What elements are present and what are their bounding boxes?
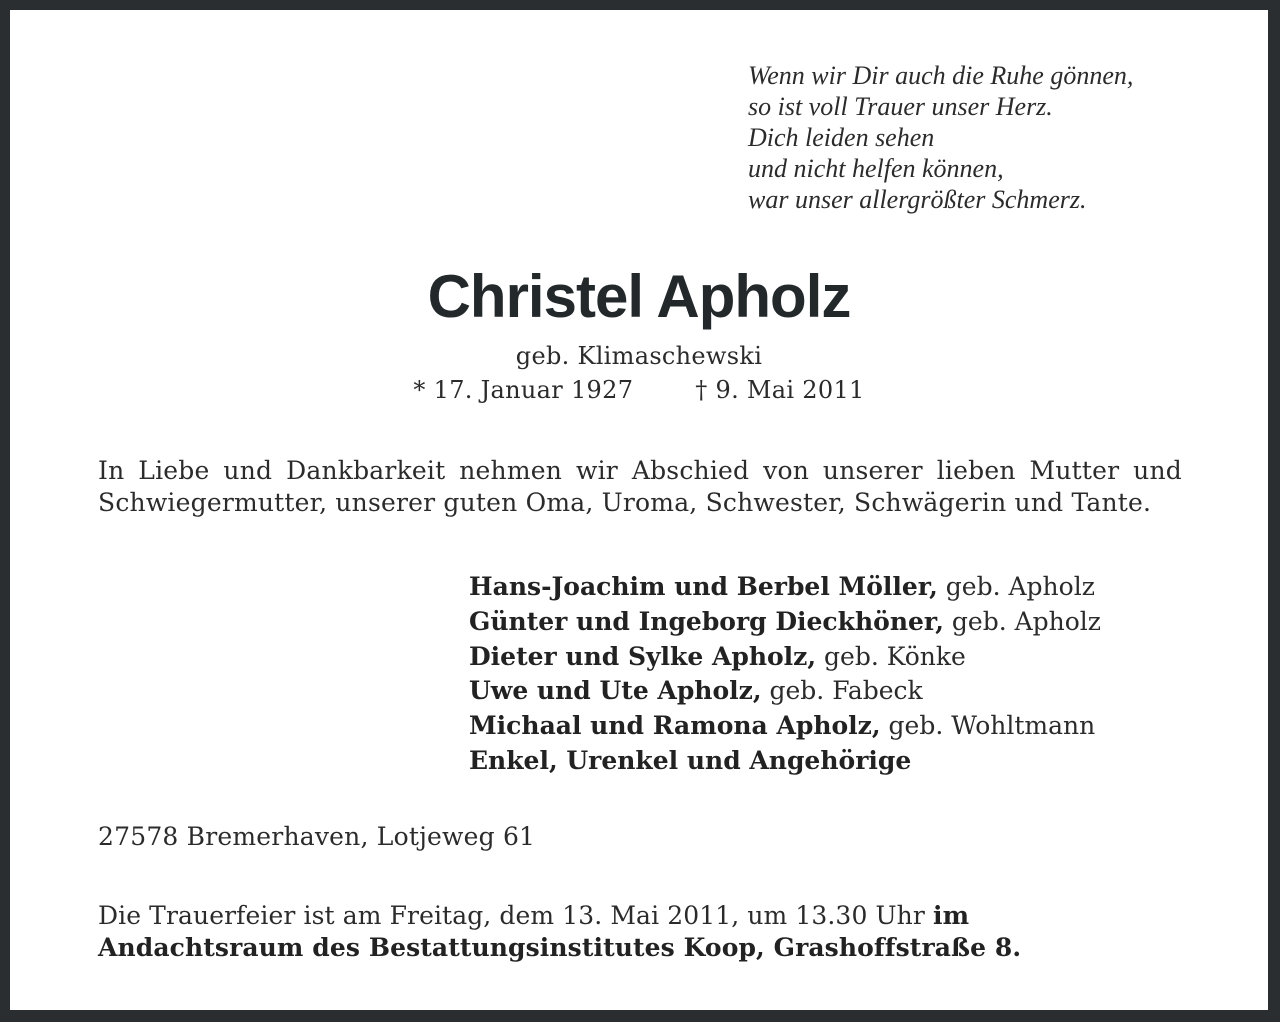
farewell-text: In Liebe und Dankbarkeit nehmen wir Abschied von unserer lieben Mutter und Schwiegermutter, unserer guten Oma, Uroma, Schwester, Schwägerin und Tante. [98, 456, 1182, 517]
mourner-names: Michaal und Ramona Apholz, [469, 711, 881, 741]
mourner-nee: geb. Apholz [937, 572, 1095, 601]
service-time: Die Trauerfeier ist am Freitag, dem 13. Mai 2011, um 13.30 Uhr [98, 901, 933, 930]
birth-date: * 17. Januar 1927 [413, 376, 634, 404]
poem-line: war unser allergrößter Schmerz. [748, 185, 1087, 214]
service-location: im Andachtsraum des Bestattungsinstitutes Koop, Grashoffstraße 8. [98, 901, 1022, 962]
mourner-row [469, 744, 1101, 779]
mourner-names: Uwe und Ute Apholz, [469, 676, 762, 706]
mourner-nee: geb. Apholz [943, 606, 1101, 636]
poem-line: und nicht helfen können, [748, 154, 1004, 183]
mourner-row [469, 605, 1101, 640]
mourner-nee: geb. Fabeck [761, 676, 923, 706]
mourner-row [469, 570, 1101, 605]
mourner-row [469, 674, 1101, 709]
death-date: † 9. Mai 2011 [695, 376, 865, 404]
mourner-nee: geb. Könke [816, 641, 966, 671]
mourner-names: Günter und Ingeborg Dieckhöner, [469, 606, 944, 636]
funeral-service-info [98, 900, 1182, 964]
deceased-name: Christel Apholz [427, 263, 851, 330]
poem-line: Dich leiden sehen [748, 123, 935, 152]
mourner-names: Enkel, Urenkel und Angehörige [469, 745, 912, 775]
poem [748, 60, 1133, 215]
obituary-card [10, 10, 1268, 1010]
mourner-row [469, 709, 1101, 744]
poem-line: Wenn wir Dir auch die Ruhe gönnen, [748, 61, 1134, 90]
mourner-names: Hans-Joachim und Berbel Möller, [469, 572, 938, 601]
address: 27578 Bremerhaven, Lotjeweg 61 [98, 822, 536, 851]
life-dates [10, 374, 1268, 406]
mourners-list [469, 570, 1101, 779]
mourner-row [469, 640, 1101, 675]
poem-line: so ist voll Trauer unser Herz. [748, 92, 1053, 121]
birth-name: geb. Klimaschewski [515, 342, 763, 370]
mourner-names: Dieter und Sylke Apholz, [469, 641, 817, 671]
mourner-nee: geb. Wohltmann [880, 711, 1096, 741]
